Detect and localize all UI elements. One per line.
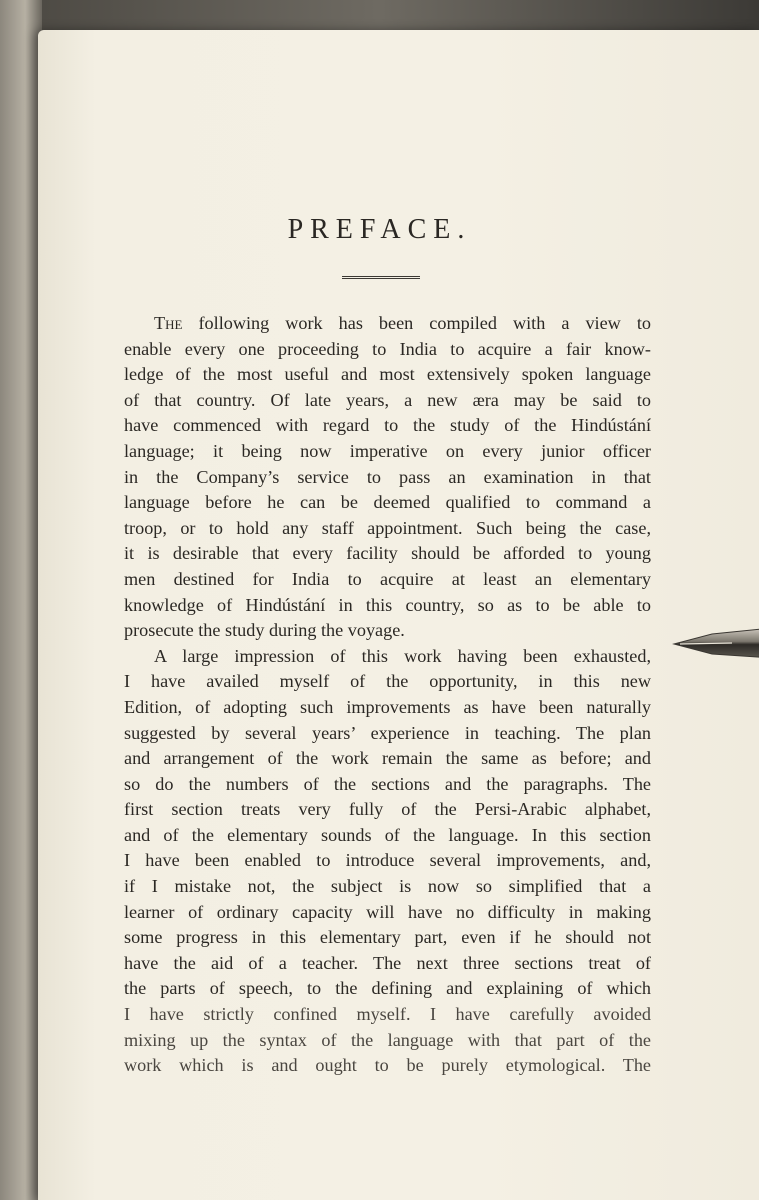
text-line: mixing up the syntax of the language with that part of the xyxy=(124,1029,651,1050)
text-line: A large impression of this work having been exhausted, xyxy=(154,645,651,666)
text-line: knowledge of Hindústání in this country, so as to be able to xyxy=(124,594,651,615)
text-line: work which is and ought to be purely etymological. The xyxy=(124,1055,651,1076)
text-line: the parts of speech, to the defining and explaining of which xyxy=(124,978,651,999)
pen-tip-pointer xyxy=(672,622,759,662)
text-line: enable every one proceeding to India to acquire a fair know- xyxy=(124,338,651,359)
text-line: in the Company’s service to pass an examination in that xyxy=(124,466,651,487)
facing-page-edge xyxy=(0,0,42,1200)
text-line: it is desirable that every facility should be afforded to young xyxy=(124,543,651,564)
text-line: I have availed myself of the opportunity, in this new xyxy=(124,671,651,692)
text-line: learner of ordinary capacity will have no difficulty in making xyxy=(124,901,651,922)
text-line: first section treats very fully of the Persi-Arabic alphabet, xyxy=(124,799,651,820)
text-line: men destined for India to acquire at least an elementary xyxy=(124,568,651,589)
text-line: Edition, of adopting such improvements as have been naturally xyxy=(124,696,651,717)
text-line: some progress in this elementary part, even if he should not xyxy=(124,927,651,948)
title-rule xyxy=(342,276,420,279)
text-line: I have been enabled to introduce several improvements, and, xyxy=(124,850,651,871)
text-line: prosecute the study during the voyage. xyxy=(124,620,405,641)
text-line: and arrangement of the work remain the same as before; and xyxy=(124,748,651,769)
text-line: I have strictly confined myself. I have carefully avoided xyxy=(124,1004,651,1025)
text-line: ledge of the most useful and most extensively spoken language xyxy=(124,364,651,385)
first-word: The xyxy=(154,313,183,333)
text-line: language; it being now imperative on every junior officer xyxy=(124,440,651,461)
text-line: language before he can be deemed qualified to command a xyxy=(124,492,651,513)
text-line: The following work has been compiled with a view to xyxy=(154,313,651,333)
text-line: of that country. Of late years, a new æra may be said to xyxy=(124,389,651,410)
text-line: suggested by several years’ experience in teaching. The plan xyxy=(124,722,651,743)
text-line: so do the numbers of the sections and the paragraphs. The xyxy=(124,773,651,794)
text-line: if I mistake not, the subject is now so simplified that a xyxy=(124,876,651,897)
text-line: have the aid of a teacher. The next three sections treat of xyxy=(124,952,651,973)
text-line: and of the elementary sounds of the language. In this section xyxy=(124,824,651,845)
text-line: troop, or to hold any staff appointment. Such being the case, xyxy=(124,517,651,538)
preface-body xyxy=(124,311,651,1079)
page-title: PREFACE. xyxy=(287,214,472,245)
text-line: have commenced with regard to the study of the Hindústání xyxy=(124,415,651,436)
